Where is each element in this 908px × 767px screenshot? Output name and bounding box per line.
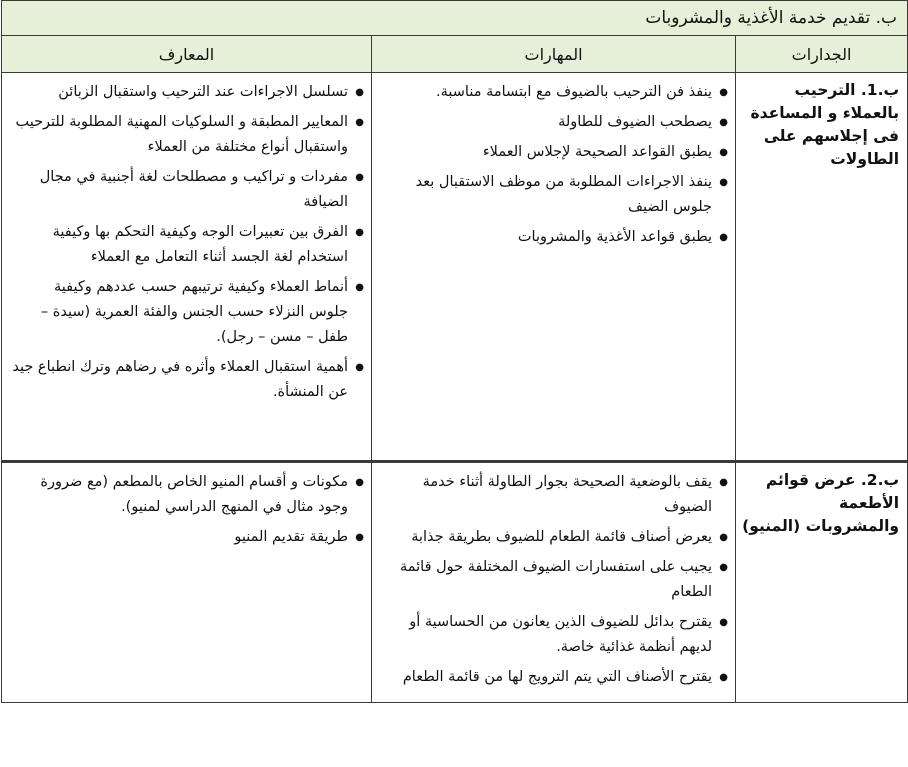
competency-cell: ب.1. الترحيب بالعملاء و المساعدة فى إجلاسهم على الطاولات bbox=[736, 73, 908, 462]
list-item: ● طريقة تقديم المنيو bbox=[11, 525, 348, 550]
table-row bbox=[2, 73, 908, 462]
knowledge-cell bbox=[2, 462, 372, 703]
list-item: ● تسلسل الاجراءات عند الترحيب واستقبال الزبائن bbox=[11, 80, 348, 105]
list-item: ● أنماط العملاء وكيفية ترتيبهم حسب عددهم وكيفية جلوس النزلاء حسب الجنس والفئة العمرية (سيدة – طفل – مسن – رجل). bbox=[11, 275, 348, 350]
skills-list bbox=[373, 74, 734, 261]
header-skills: المهارات bbox=[372, 36, 736, 73]
list-item: ● يقترح بدائل للضيوف الذين يعانون من الحساسية أو لديهم أنظمة غذائية خاصة. bbox=[381, 610, 712, 660]
list-item: ● يقف بالوضعية الصحيحة بجوار الطاولة أثناء خدمة الضيوف bbox=[381, 470, 712, 520]
list-item: ● مفردات و تراكيب و مصطلحات لغة أجنبية في مجال الضيافة bbox=[11, 165, 348, 215]
list-item: ● يعرض أصناف قائمة الطعام للضيوف بطريقة جذابة bbox=[381, 525, 712, 550]
table-row bbox=[2, 462, 908, 703]
section-title: ب. تقديم خدمة الأغذية والمشروبات bbox=[2, 1, 908, 36]
competency-cell: ب.2. عرض قوائم الأطعمة والمشروبات (المنيو) bbox=[736, 462, 908, 703]
header-knowledge: المعارف bbox=[2, 36, 372, 73]
list-item: ● يصطحب الضيوف للطاولة bbox=[381, 110, 712, 135]
knowledge-list bbox=[3, 464, 370, 561]
skills-list bbox=[373, 464, 734, 701]
list-item: ● أهمية استقبال العملاء وأثره في رضاهم وترك انطباع جيد عن المنشأة. bbox=[11, 355, 348, 405]
header-competencies: الجدارات bbox=[736, 36, 908, 73]
list-item: ● يقترح الأصناف التي يتم الترويج لها من قائمة الطعام bbox=[381, 665, 712, 690]
list-item: ● يجيب على استفسارات الضيوف المختلفة حول قائمة الطعام bbox=[381, 555, 712, 605]
list-item: ● مكونات و أقسام المنيو الخاص بالمطعم (مع ضرورة وجود مثال في المنهج الدراسي لمنيو). bbox=[11, 470, 348, 520]
knowledge-list bbox=[3, 74, 370, 416]
skills-cell bbox=[372, 462, 736, 703]
list-item: ● الفرق بين تعبيرات الوجه وكيفية التحكم بها وكيفية استخدام لغة الجسد أثناء التعامل مع العملاء bbox=[11, 220, 348, 270]
list-item: ● ينفذ فن الترحيب بالضيوف مع ابتسامة مناسبة. bbox=[381, 80, 712, 105]
list-item: ● ينفذ الاجراءات المطلوبة من موظف الاستقبال بعد جلوس الضيف bbox=[381, 170, 712, 220]
list-item: ● يطبق قواعد الأغذية والمشروبات bbox=[381, 225, 712, 250]
competency-table bbox=[1, 0, 908, 703]
list-item: ● المعايير المطبقة و السلوكيات المهنية المطلوبة للترحيب واستقبال أنواع مختلفة من العملاء bbox=[11, 110, 348, 160]
list-item: ● يطبق القواعد الصحيحة لإجلاس العملاء bbox=[381, 140, 712, 165]
skills-cell bbox=[372, 73, 736, 462]
knowledge-cell bbox=[2, 73, 372, 462]
